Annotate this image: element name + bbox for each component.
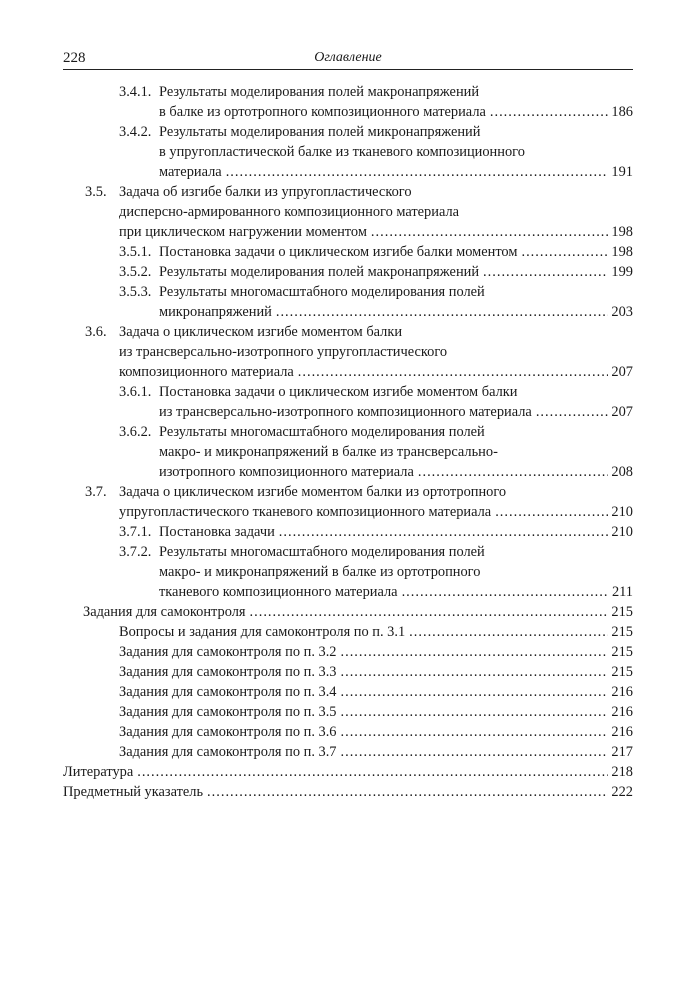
toc-entry-text: Задача о циклическом изгибе моментом балки [119, 324, 403, 340]
toc-entry-number: 3.5.3. [119, 284, 152, 300]
toc-entry-page: 216 [611, 724, 633, 740]
toc-entry-page: 207 [611, 404, 633, 420]
toc-entry-page: 222 [611, 784, 633, 800]
dot-leader [536, 402, 609, 422]
toc-entry-number: 3.7. [85, 484, 107, 500]
toc-entry-text: Задания для самоконтроля по п. 3.6 [119, 724, 337, 740]
dot-leader [341, 642, 609, 662]
toc-entry-page: 217 [611, 744, 633, 760]
dot-leader [276, 302, 609, 322]
toc-entry-text: Результаты моделирования полей макронапряжений [159, 84, 480, 100]
toc-entry-page: 208 [611, 464, 633, 480]
toc-entry[interactable] [63, 422, 633, 482]
dot-leader [226, 162, 609, 182]
toc-entry[interactable] [63, 642, 633, 662]
toc-entry-text: Постановка задачи о циклическом изгибе моментом балки [159, 384, 518, 400]
dot-leader [418, 462, 609, 482]
toc-entry-text: композиционного материала [119, 364, 294, 380]
toc-entry-text: Задания для самоконтроля по п. 3.7 [119, 744, 337, 760]
toc-entry[interactable] [63, 742, 633, 762]
page-number: 228 [63, 50, 86, 66]
toc-entry-page: 215 [611, 664, 633, 680]
toc-entry-number: 3.7.2. [119, 544, 152, 560]
toc-entry[interactable] [63, 182, 633, 242]
dot-leader [250, 602, 609, 622]
toc-entry-text: в упругопластической балке из тканевого композиционного [159, 144, 525, 160]
toc-entry-text: Задача о циклическом изгибе моментом балки из ортотропного [119, 484, 507, 500]
toc-entry[interactable] [63, 242, 633, 262]
dot-leader [409, 622, 608, 642]
toc-entry-text: макро- и микронапряжений в балке из трансверсально- [159, 444, 498, 460]
toc-entry[interactable] [63, 762, 633, 782]
toc-entry-page: 198 [611, 244, 633, 260]
toc-entry-text: Результаты моделирования полей микронапряжений [159, 124, 481, 140]
toc-entry-page: 199 [611, 264, 633, 280]
toc-entry-page: 216 [611, 704, 633, 720]
dot-leader [207, 782, 608, 802]
toc-entry-page: 203 [611, 304, 633, 320]
toc-entry-text: микронапряжений [159, 304, 272, 320]
dot-leader [371, 222, 608, 242]
toc-entry-text: из трансверсально-изотропного композиционного материала [159, 404, 532, 420]
toc-entry-number: 3.6. [85, 324, 107, 340]
dot-leader [341, 722, 609, 742]
toc-entry-number: 3.5.1. [119, 244, 152, 260]
dot-leader [137, 762, 608, 782]
toc-entry[interactable] [63, 82, 633, 122]
toc-entry[interactable] [63, 662, 633, 682]
toc-entry-text: Вопросы и задания для самоконтроля по п. 3.1 [119, 624, 406, 640]
toc-entry-page: 198 [611, 224, 633, 240]
toc-entry-page: 191 [611, 164, 633, 180]
toc-entry-number: 3.4.2. [119, 124, 152, 140]
toc-entry-text: Задания для самоконтроля по п. 3.5 [119, 704, 337, 720]
toc-entry-page: 215 [611, 644, 633, 660]
dot-leader [341, 662, 609, 682]
dot-leader [402, 582, 609, 602]
toc-entry-text: Литература [63, 764, 134, 780]
toc-entry-number: 3.6.2. [119, 424, 152, 440]
toc-entry[interactable] [63, 482, 633, 522]
dot-leader [495, 502, 608, 522]
toc-entry-number: 3.5. [85, 184, 107, 200]
toc-entry-text: из трансверсально-изотропного упругопластического [119, 344, 448, 360]
toc-entry[interactable] [63, 282, 633, 322]
toc-entry-number: 3.4.1. [119, 84, 152, 100]
dot-leader [341, 742, 609, 762]
toc-entry-text: Постановка задачи [159, 524, 275, 540]
toc-entry-text: Задания для самоконтроля [83, 604, 246, 620]
toc-entry[interactable] [63, 522, 633, 542]
toc-entry-page: 215 [611, 624, 633, 640]
toc-entry[interactable] [63, 262, 633, 282]
toc-entry[interactable] [63, 322, 633, 382]
toc-entry-number: 3.6.1. [119, 384, 152, 400]
dot-leader [521, 242, 608, 262]
toc-entry-text: тканевого композиционного материала [159, 584, 398, 600]
toc-entry-page: 216 [611, 684, 633, 700]
toc-entry-number: 3.7.1. [119, 524, 152, 540]
toc-entry[interactable] [63, 382, 633, 422]
toc-entry-page: 207 [611, 364, 633, 380]
toc-entry-text: Постановка задачи о циклическом изгибе балки моментом [159, 244, 518, 260]
toc-entry-text: упругопластического тканевого композиционного материала [119, 504, 492, 520]
dot-leader [279, 522, 609, 542]
toc-entry-text: макро- и микронапряжений в балке из ортотропного [159, 564, 481, 580]
toc-entry-text: при циклическом нагружении моментом [119, 224, 367, 240]
table-of-contents [63, 82, 633, 802]
toc-entry-text: дисперсно-армированного композиционного материала [119, 204, 460, 220]
toc-entry[interactable] [63, 602, 633, 622]
toc-entry-text: Результаты многомасштабного моделирования полей [159, 284, 485, 300]
toc-entry-page: 210 [611, 504, 633, 520]
toc-entry-text: Задача об изгибе балки из упругопластического [119, 184, 412, 200]
toc-entry[interactable] [63, 122, 633, 182]
dot-leader [341, 682, 609, 702]
toc-entry-number: 3.5.2. [119, 264, 152, 280]
page-header [63, 45, 633, 70]
toc-entry-text: Результаты моделирования полей макронапряжений [159, 264, 480, 280]
toc-entry[interactable] [63, 682, 633, 702]
running-title: Оглавление [314, 50, 382, 65]
toc-entry-page: 186 [611, 104, 633, 120]
toc-entry[interactable] [63, 722, 633, 742]
toc-entry[interactable] [63, 782, 633, 802]
dot-leader [341, 702, 609, 722]
toc-entry-text: Задания для самоконтроля по п. 3.2 [119, 644, 337, 660]
toc-entry-text: Предметный указатель [63, 784, 204, 800]
dot-leader [483, 262, 608, 282]
toc-entry-page: 215 [611, 604, 633, 620]
dot-leader [298, 362, 609, 382]
toc-entry-text: в балке из ортотропного композиционного материала [159, 104, 486, 120]
toc-entry-text: Результаты многомасштабного моделирования полей [159, 544, 485, 560]
toc-entry-text: изотропного композиционного материала [159, 464, 414, 480]
toc-entry-text: материала [159, 164, 222, 180]
toc-entry-page: 211 [611, 584, 633, 600]
toc-entry[interactable] [63, 702, 633, 722]
toc-entry-text: Задания для самоконтроля по п. 3.3 [119, 664, 337, 680]
toc-entry-page: 218 [611, 764, 633, 780]
toc-entry-text: Задания для самоконтроля по п. 3.4 [119, 684, 337, 700]
toc-entry-text: Результаты многомасштабного моделирования полей [159, 424, 485, 440]
dot-leader [490, 102, 609, 122]
toc-entry[interactable] [63, 542, 633, 602]
toc-entry[interactable] [63, 622, 633, 642]
toc-entry-page: 210 [611, 524, 633, 540]
